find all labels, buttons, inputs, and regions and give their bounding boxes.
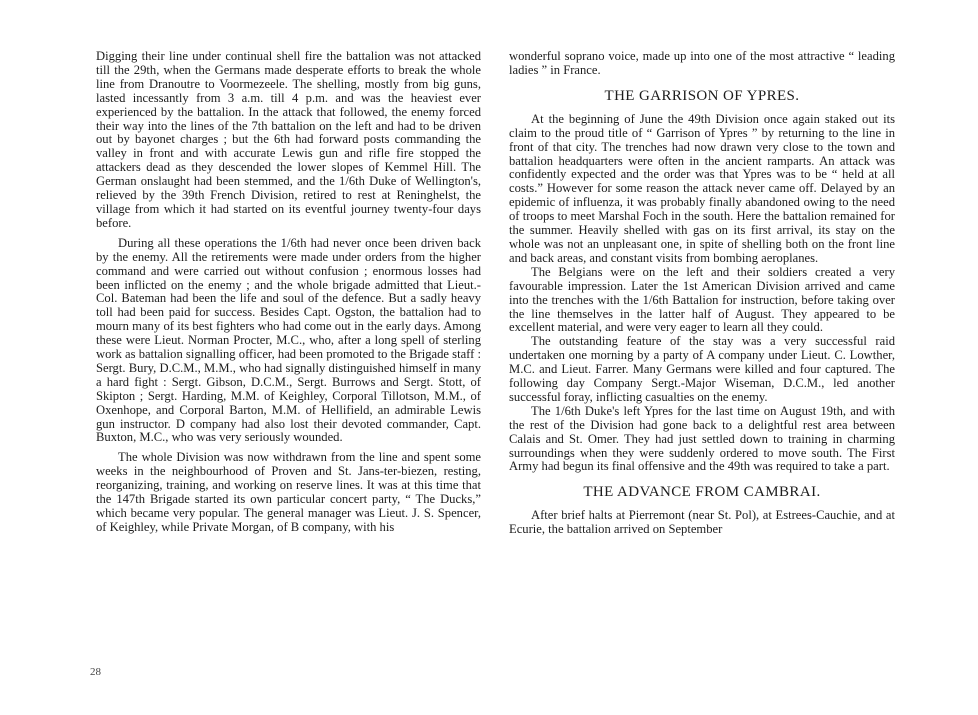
body-paragraph: Digging their line under continual shell fire the battalion was not attacked till the 29th, when the Germans made desperate efforts to break the whole line from Dranoutre to Voormezeele. The shelling, mostly from big guns, lasted incessantly from 3 a.m. till 4 p.m. and was the heaviest ever experienced by the battalion. In the attack that followed, the enemy forced their way into the lines of the 7th battalion on the left and had to be driven out by bayonet charges ; but the 6th had forward posts commanding the valley in front and with accurate Lewis gun and rifle fire stopped the attackers dead as they descended the lower slopes of Kemmel Hill. The German onslaught had been stemmed, and the 1/6th Duke of Wellington's, relieved by the 39th French Division, retired to rest at Reninghelst, the village from which it had started on its eventful journey twenty-four days before. [96, 49, 481, 230]
body-paragraph: wonderful soprano voice, made up into one of the most attractive “ leading ladies ” in France. [509, 49, 895, 77]
body-paragraph: After brief halts at Pierremont (near St. Pol), at Estrees-Cauchie, and at Ecurie, the battalion arrived on September [509, 508, 895, 537]
body-paragraph: The 1/6th Duke's left Ypres for the last time on August 19th, and with the rest of the Division had gone back to a delightful rest area between Calais and St. Omer. They had just settled down to training in charming surroundings when they were suddenly ordered to move south. The First Army had begun its final offensive and the 49th was required to take a part. [509, 403, 895, 474]
section-heading-garrison-of-ypres: THE GARRISON OF YPRES. [604, 87, 800, 104]
body-paragraph: At the beginning of June the 49th Division once again staked out its claim to the proud title of “ Garrison of Ypres ” by returning to the line in front of that city. The trenches had now drawn very close to the town and battalion headquarters were often in the ancient ramparts. An attack was confidently expected and the order was that Ypres was to be “ held at all costs.” However for some reason the attack never came off. Delayed by an epidemic of influenza, it was probably finally abandoned owing to the need of troops to meet Marshal Foch in the south. Here the battalion remained for the summer. Heavily shelled with gas on its first arrival, its stay on the whole was not an unpleasant one, in spite of shelling both on the front line and back areas, and constant visits from bombing aeroplanes. [509, 111, 895, 265]
page-number: 28 [90, 666, 101, 678]
right-page-text-column [509, 50, 895, 537]
body-paragraph: The whole Division was now withdrawn from the line and spent some weeks in the neighbourhood of Proven and St. Jans-ter-biezen, resting, reorganizing, training, and working on reserve lines. It was at this time that the 147th Brigade started its own particular concert party, “ The Ducks,” which became very popular. The general manager was Lieut. J. S. Spencer, of Keighley, while Private Morgan, of B company, with his [96, 450, 481, 534]
body-paragraph: The Belgians were on the left and their soldiers created a very favourable impression. Later the 1st American Division arrived and came into the trenches with the 1/6th Battalion for instruction, before taking over the line themselves in the latter half of August. They appeared to be excellent material, and were very eager to learn all they could. [509, 264, 895, 335]
left-page-text-column [96, 50, 481, 535]
section-heading-advance-from-cambrai: THE ADVANCE FROM CAMBRAI. [583, 484, 821, 501]
body-paragraph: During all these operations the 1/6th had never once been driven back by the enemy. All the retirements were made under orders from the higher command and were carried out without confusion ; enormous losses had been inflicted on the enemy ; and the whole brigade admitted that Lieut.-Col. Bateman had been the life and soul of the defence. But a sadly heavy toll had been paid for success. Besides Capt. Ogston, the battalion had to mourn many of its best fighters who had come out in the early days. Among these were Lieut. Norman Procter, M.C., who, after a long spell of sterling work as battalion signalling officer, had been promoted to the Brigade staff : Sergt. Bury, D.C.M., M.M., who had signally distinguished himself in many a hard fight : Sergt. Gibson, D.C.M., Sergt. Burrows and Sergt. Stott, of Skipton ; Sergt. Harding, M.M. of Keighley, Corporal Tillotson, M.M., of Oxenhope, and Corporal Barton, M.M. of Hellifield, an admirable Lewis gun instructor. D company had also lost their devoted commander, Capt. Buxton, M.C., who was very seriously wounded. [96, 235, 481, 445]
body-paragraph: The outstanding feature of the stay was a very successful raid undertaken one morning by a party of A company under Lieut. C. Lowther, M.C. and Lieut. Farrer. Many Germans were killed and four captured. The following day Company Sergt.-Major Wiseman, D.C.M., led another successful foray, inflicting casualties on the enemy. [509, 334, 895, 404]
right-page [489, 0, 978, 715]
